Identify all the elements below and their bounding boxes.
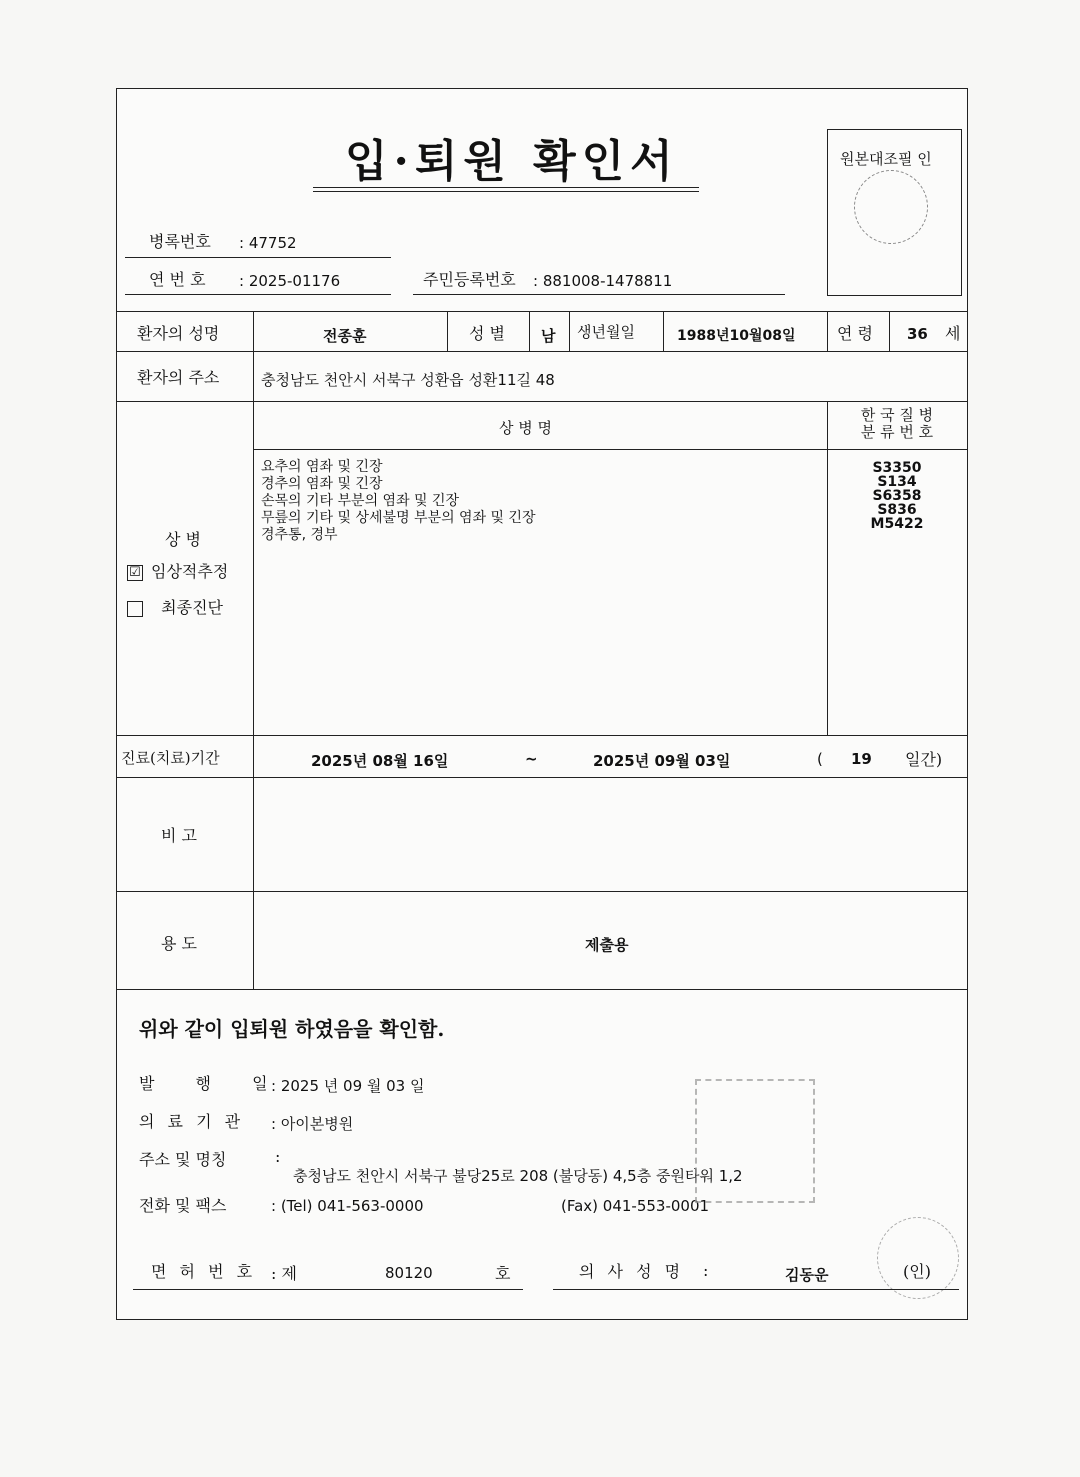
kcd-code: S6358 xyxy=(872,488,922,504)
diagnosis-list xyxy=(261,459,536,544)
kcd-code: M5422 xyxy=(870,516,924,532)
rule xyxy=(663,311,664,351)
rule xyxy=(553,1289,959,1290)
clinical-estimate-label: 임상적추정 xyxy=(151,562,229,581)
kcd-header xyxy=(845,407,949,441)
seal-label: (인) xyxy=(903,1262,931,1281)
rule xyxy=(529,311,530,351)
license-number: 80120 xyxy=(385,1264,433,1282)
verification-seal-icon xyxy=(854,170,928,244)
remarks-label: 비 고 xyxy=(161,826,197,845)
inst-address-label: 주소 및 명칭 xyxy=(139,1150,227,1169)
diagnosis-item: 손목의 기타 부분의 염좌 및 긴장 xyxy=(261,493,460,509)
clinical-estimate-option xyxy=(127,559,228,582)
diagnosis-item: 경추통, 경부 xyxy=(261,527,338,543)
rule xyxy=(117,735,967,736)
license-suffix: 호 xyxy=(495,1264,511,1283)
diagnosis-item: 경추의 염좌 및 긴장 xyxy=(261,476,383,492)
rule xyxy=(413,294,785,295)
rule xyxy=(889,311,890,351)
age-value: 36 xyxy=(907,325,928,343)
period-open-paren: ( xyxy=(817,750,823,768)
birth-value: 1988년10월08일 xyxy=(677,328,796,344)
rule xyxy=(133,1289,523,1290)
period-days: 19 xyxy=(851,750,872,768)
doctor-seal-icon xyxy=(877,1217,959,1299)
fax-value: (Fax) 041-553-0001 xyxy=(561,1197,710,1215)
period-end: 2025년 09월 03일 xyxy=(593,752,731,770)
rule xyxy=(447,311,448,351)
doctor-label: 의 사 성 명 xyxy=(579,1262,685,1281)
title-underline xyxy=(313,187,699,188)
confirmation-statement: 위와 같이 입퇴원 하였음을 확인함. xyxy=(139,1017,445,1041)
serial-no-label: 연 번 호 xyxy=(149,270,206,289)
rule xyxy=(117,891,967,892)
issue-date-label: 발 행 일 xyxy=(139,1074,286,1093)
final-diagnosis-option xyxy=(127,595,223,618)
period-label: 진료(치료)기간 xyxy=(121,749,220,767)
patient-name-label: 환자의 성명 xyxy=(137,324,220,343)
inst-address-colon: : xyxy=(275,1147,281,1166)
usage-label: 용 도 xyxy=(161,934,197,953)
document-title: 입·퇴원 확인서 xyxy=(345,136,679,187)
resident-no-label: 주민등록번호 xyxy=(423,270,516,289)
rule xyxy=(253,449,967,450)
license-label: 면 허 번 호 xyxy=(151,1262,257,1281)
rule xyxy=(117,351,967,352)
kcd-header-line2: 분 류 번 호 xyxy=(860,423,934,441)
birth-label: 생년월일 xyxy=(577,323,635,341)
age-unit: 세 xyxy=(945,324,961,343)
original-verified-label: 원본대조필 인 xyxy=(840,150,932,168)
sex-value: 남 xyxy=(541,327,556,345)
rule xyxy=(117,777,967,778)
rule xyxy=(125,257,391,258)
original-verified-box xyxy=(827,129,962,296)
certificate-document xyxy=(116,88,968,1320)
issue-date-value: : 2025 년 09 월 03 일 xyxy=(271,1077,425,1095)
rule xyxy=(117,311,967,312)
doctor-name: 김동운 xyxy=(785,1266,829,1284)
rule xyxy=(253,311,254,989)
age-label: 연 령 xyxy=(837,324,873,343)
rule xyxy=(117,989,967,990)
usage-value: 제출용 xyxy=(585,936,629,954)
kcd-code: S3350 xyxy=(872,460,922,476)
rule xyxy=(117,401,967,402)
kcd-code: S134 xyxy=(877,474,917,490)
final-diagnosis-label: 최종진단 xyxy=(161,598,223,617)
rule xyxy=(125,294,391,295)
kcd-header-line1: 한 국 질 병 xyxy=(860,406,934,424)
rule xyxy=(569,311,570,351)
period-start: 2025년 08월 16일 xyxy=(311,752,449,770)
hospital-seal-icon xyxy=(695,1079,815,1203)
phone-label: 전화 및 팩스 xyxy=(139,1196,227,1215)
kcd-code: S836 xyxy=(877,502,917,518)
institution-label: 의 료 기 관 xyxy=(139,1112,245,1131)
license-prefix: : 제 xyxy=(271,1264,297,1283)
serial-no-value: : 2025-01176 xyxy=(239,272,341,290)
patient-name-value: 전종훈 xyxy=(323,327,367,345)
title-underline-2 xyxy=(313,191,699,192)
tel-value: : (Tel) 041-563-0000 xyxy=(271,1197,424,1215)
address-label: 환자의 주소 xyxy=(137,368,220,387)
inst-address-value: 충청남도 천안시 서북구 불당25로 208 (불당동) 4,5층 중원타워 1,2 xyxy=(293,1167,743,1185)
disease-label: 상 병 xyxy=(165,530,201,549)
record-no-label: 병록번호 xyxy=(149,232,211,251)
checkbox-checked: ☑ xyxy=(127,565,143,581)
rule xyxy=(827,401,828,735)
record-no-value: : 47752 xyxy=(239,234,297,252)
resident-no-value: : 881008-1478811 xyxy=(533,272,673,290)
checkbox-unchecked xyxy=(127,601,143,617)
disease-name-header: 상 병 명 xyxy=(499,419,553,437)
sex-label: 성 별 xyxy=(469,324,505,343)
diagnosis-item: 요추의 염좌 및 긴장 xyxy=(261,459,383,475)
doctor-colon: : xyxy=(703,1261,709,1280)
address-value: 충청남도 천안시 서북구 성환읍 성환11길 48 xyxy=(261,371,555,389)
institution-value: : 아이본병원 xyxy=(271,1115,354,1133)
period-unit: 일간) xyxy=(905,750,943,769)
rule xyxy=(827,311,828,351)
kcd-code-list xyxy=(837,461,957,531)
diagnosis-item: 무릎의 기타 및 상세불명 부분의 염좌 및 긴장 xyxy=(261,510,536,526)
period-separator: ~ xyxy=(525,750,538,768)
